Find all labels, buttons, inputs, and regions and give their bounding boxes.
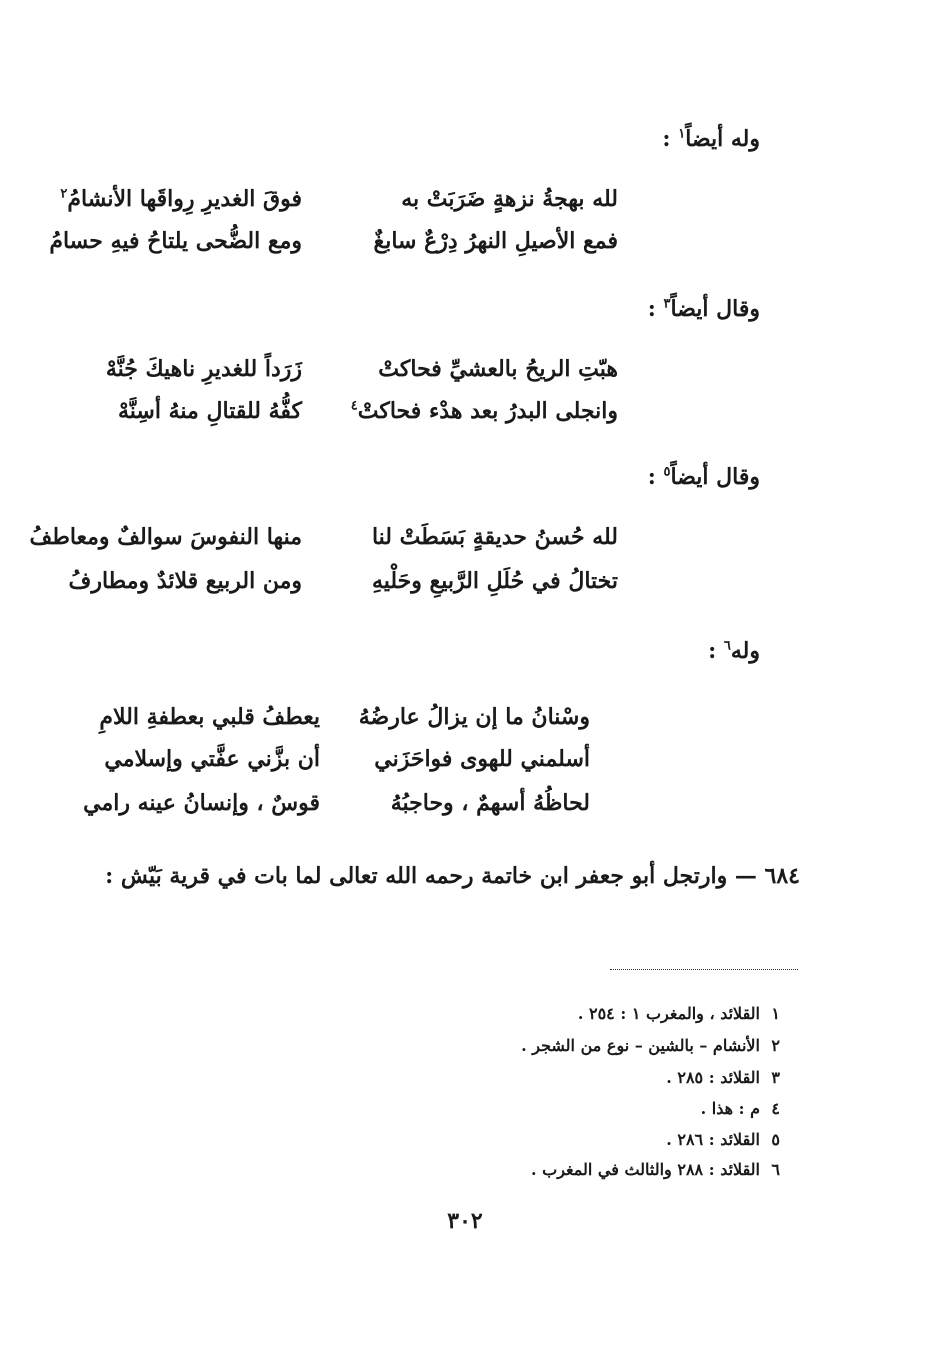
section-intro: وله أيضاً$^١$ :	[662, 126, 760, 152]
first-hemistich: لله بهجةُ نزهةٍ ضَرَبَتْ به	[401, 186, 618, 212]
paragraph-text: — وارتجل أبو جعفر ابن خاتمة رحمه الله تعالى لما بات في قرية بَيّش :	[105, 863, 757, 889]
footnote-ref: ٦	[723, 638, 731, 654]
footnote	[701, 1099, 780, 1118]
paragraph-number: ٦٨٤	[764, 863, 800, 889]
first-hemistich: تختالُ في حُلَلِ الرَّبيعِ وحَلْيهِ	[371, 568, 618, 594]
footnote-ref: ٥	[663, 464, 671, 480]
first-hemistich: أسلمني للهوى فواحَزَني	[374, 746, 590, 772]
first-hemistich: هبّتِ الريحُ بالعشيِّ فحاكتْ	[378, 356, 618, 382]
second-hemistich: كفُّهُ للقتالِ منهُ أسِنَّهْ	[117, 398, 302, 424]
footnote-number: ٥	[771, 1130, 780, 1149]
footnote	[521, 1036, 780, 1055]
footnote-number: ٢	[771, 1036, 780, 1055]
footnote-text: الأنشام – بالشين – نوع من الشجر .	[521, 1036, 760, 1055]
second-hemistich: ومن الربيع قلائدٌ ومطارفُ	[68, 568, 302, 594]
footnote-text: القلائد : ٢٨٥ .	[666, 1068, 760, 1087]
first-hemistich: وانجلى البدرُ بعد هدْء فحاكتْ$^٤$	[350, 398, 618, 424]
footnote-number: ٣	[771, 1068, 780, 1087]
numbered-paragraph	[100, 852, 800, 900]
verse-line	[0, 524, 800, 564]
footnote	[578, 1004, 780, 1023]
footnote-number: ٦	[771, 1160, 780, 1179]
second-hemistich: قوسٌ ، وإنسانُ عينه رامي	[83, 790, 320, 816]
verse-line	[0, 186, 800, 226]
second-hemistich: زَرَداً للغديرِ ناهيكَ جُنَّهْ	[105, 356, 302, 382]
first-hemistich: لحاظُهُ أسهمٌ ، وحاجبُهُ	[390, 790, 590, 816]
footnote-separator	[610, 969, 798, 970]
second-hemistich: أن بزَّني عفَّتي وإسلامي	[104, 746, 320, 772]
footnote	[531, 1160, 780, 1179]
intro-text: وله أيضاً	[685, 126, 760, 152]
verse-line	[0, 398, 800, 438]
first-hemistich: لله حُسنُ حديقةٍ بَسَطَتْ لنا	[371, 524, 618, 550]
footnote-ref: ٢	[60, 186, 68, 202]
verse-line	[0, 228, 800, 268]
intro-text: وقال أيضاً	[670, 464, 760, 490]
verse-line	[0, 356, 800, 396]
verse-line	[0, 568, 800, 608]
footnote-ref: ٤	[350, 398, 358, 414]
footnote-text: القلائد : ٢٨٦ .	[666, 1130, 760, 1149]
first-hemistich: فمع الأصيلِ النهرُ دِرْعٌ سابغٌ	[373, 228, 618, 254]
verse-line	[0, 746, 800, 786]
verse-line	[0, 790, 800, 830]
second-hemistich: يعطفُ قلبي بعطفةِ اللامِ	[99, 704, 320, 730]
footnote-number: ٤	[771, 1099, 780, 1118]
page-number: ٣٠٢	[447, 1208, 483, 1234]
footnote	[666, 1130, 780, 1149]
second-hemistich: ومع الضُّحى يلتاحُ فيهِ حسامُ	[49, 228, 302, 254]
footnote	[666, 1068, 780, 1087]
footnote-ref: ١	[678, 126, 686, 142]
section-intro: وله$^٦$ :	[708, 638, 760, 664]
second-hemistich: فوقَ الغديرِ رِواقَها الأنشامُ$^٢$	[60, 186, 302, 212]
intro-text: وقال أيضاً	[670, 296, 760, 322]
footnote-text: م : هذا .	[700, 1099, 760, 1118]
verse-line	[0, 704, 800, 744]
footnote-text: القلائد : ٢٨٨ والثالث في المغرب .	[531, 1160, 760, 1179]
second-hemistich: منها النفوسَ سوالفٌ ومعاطفُ	[29, 524, 302, 550]
section-intro: وقال أيضاً$^٥$ :	[647, 464, 760, 490]
footnote-number: ١	[771, 1004, 780, 1023]
intro-text: وله	[730, 638, 760, 664]
footnote-text: القلائد ، والمغرب ١ : ٢٥٤ .	[577, 1004, 760, 1023]
first-hemistich: وسْنانُ ما إن يزالُ عارضُهُ	[358, 704, 590, 730]
section-intro: وقال أيضاً$^٣$ :	[647, 296, 760, 322]
footnote-ref: ٣	[663, 296, 671, 312]
